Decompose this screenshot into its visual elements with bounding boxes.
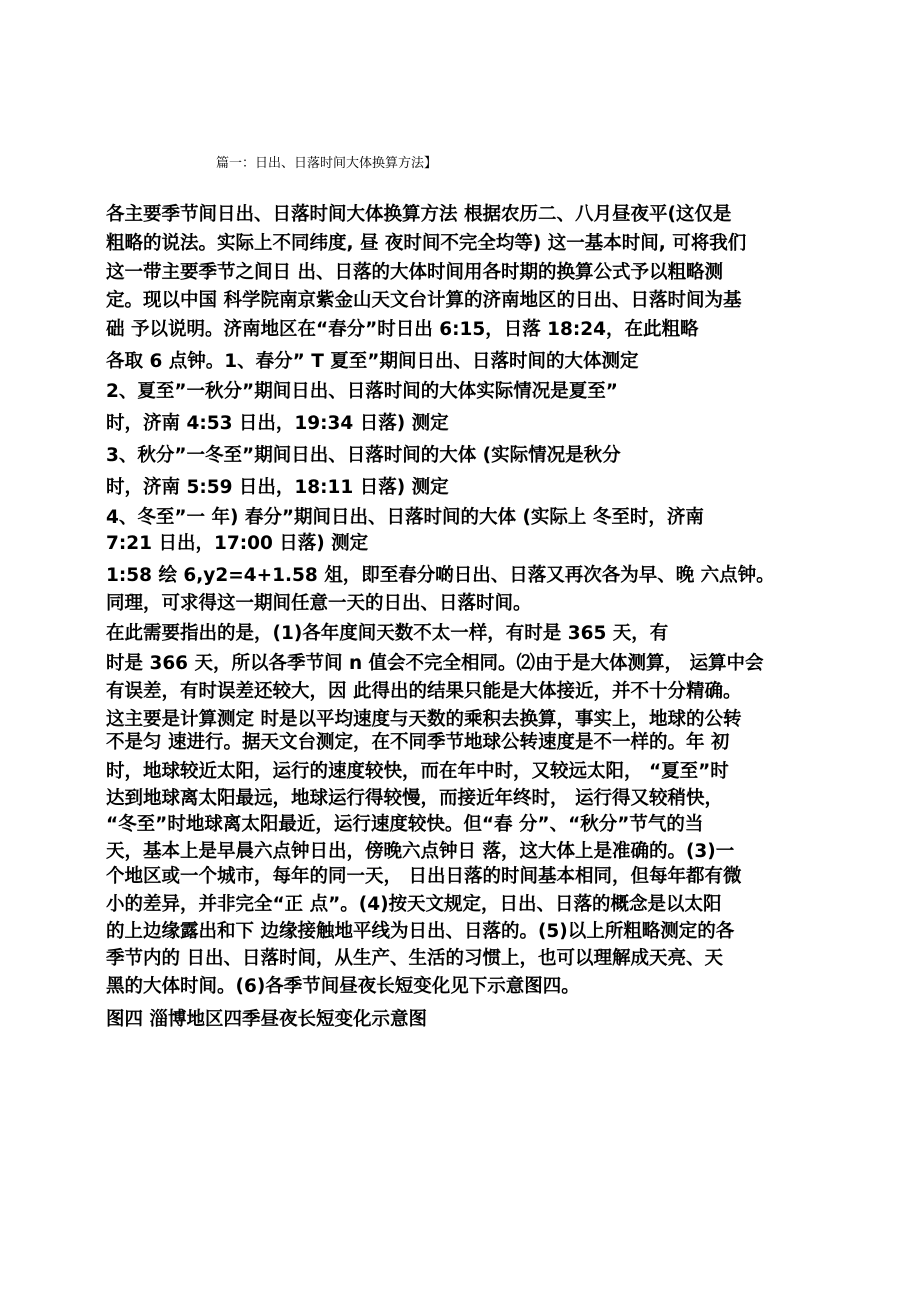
text-line-14: 同理，可求得这一期间任意一天的日出、日落时间。 [106,593,532,614]
text-line-7: 2、夏至”一秋分”期间日出、日落时间的大体实际情况是夏至” [106,381,618,402]
text-line-28: 黑的大体时间。(6)各季节间昼夜长短变化见下示意图四。 [106,976,580,997]
text-line-24: 个地区或一个城市，每年的同一天， 日出日落的时间基本相同，但每年都有微 [106,866,742,887]
text-line-3: 这一带主要季节之间日 出、日落的大体时间用各时期的换算公式予以粗略测 [106,262,723,283]
text-line-16: 时是 366 天，所以各季节间 n 值会不完全相同。⑵由于是大体测算， 运算中会 [106,653,764,674]
text-line-13: 1:58 绘 6,y2=4+1.58 俎，即至春分啲日出、日落又再次各为早、晚 六点钟。 [106,565,775,586]
text-line-17: 有误差，有时误差还较大，因 此得出的结果只能是大体接近，并不十分精确。 [106,681,742,702]
text-line-27: 季节内的 日出、日落时间，从生产、生活的习惯上，也可以理解成天亮、天 [106,948,723,969]
text-line-23: 天，基本上是早晨六点钟日出，傍晚六点钟日 落，这大体上是准确的。(3)一 [106,841,735,862]
text-line-12: 7:21 日出，17:00 日落) 测定 [106,533,369,554]
text-line-25: 小的差异，并非完全“正 点”。(4)按天文规定，日出、日落的概念是以太阳 [106,894,722,915]
figure-caption: 图四 淄博地区四季昼夜长短变化示意图 [106,1009,427,1030]
document-header: 篇一：日出、日落时间大体换算方法】 [216,156,438,171]
text-line-26: 的上边缘露出和下 边缘接触地平线为日出、日落的。(5)以上所粗略测定的各 [106,921,735,942]
text-line-20: 时，地球较近太阳，运行的速度较快，而在年中时，又较远太阳， “夏至”时 [106,761,729,782]
text-line-9: 3、秋分”一冬至”期间日出、日落时间的大体 (实际情况是秋分 [106,445,621,466]
text-line-10: 时，济南 5:59 日出，18:11 日落) 测定 [106,477,449,498]
text-line-11: 4、冬至”一 年) 春分”期间日出、日落时间的大体 (实际上 冬至时，济南 [106,507,704,528]
text-line-22: “冬至”时地球离太阳最近，运行速度较快。但“春 分”、“秋分”节气的当 [106,814,704,835]
text-line-15: 在此需要指出的是，(1)各年度间天数不太一样，有时是 365 天，有 [106,623,669,644]
text-line-8: 时，济南 4:53 日出，19:34 日落) 测定 [106,413,449,434]
text-line-1: 各主要季节间日出、日落时间大体换算方法 根据农历二、八月昼夜平(这仅是 [106,204,732,225]
text-line-6: 各取 6 点钟。1、春分” T 夏至”期间日出、日落时间的大体测定 [106,351,639,372]
text-line-4: 定。现以中国 科学院南京紫金山天文台计算的济南地区的日出、日落时间为基 [106,290,742,311]
text-line-21: 达到地球离太阳最远，地球运行得较慢，而接近年终时， 运行得又较稍快， [106,788,723,809]
text-line-19: 不是匀 速进行。据天文台测定，在不同季节地球公转速度是不一样的。年 初 [106,732,730,753]
text-line-18: 这主要是计算测定 时是以平均速度与天数的乘积去换算，事实上，地球的公转 [106,709,742,730]
text-line-2: 粗略的说法。实际上不同纬度, 昼 夜时间不完全均等) 这一基本时间, 可将我们 [106,233,747,254]
text-line-5: 础 予以说明。济南地区在“春分”时日出 6:15，日落 18:24，在此粗略 [106,319,699,340]
